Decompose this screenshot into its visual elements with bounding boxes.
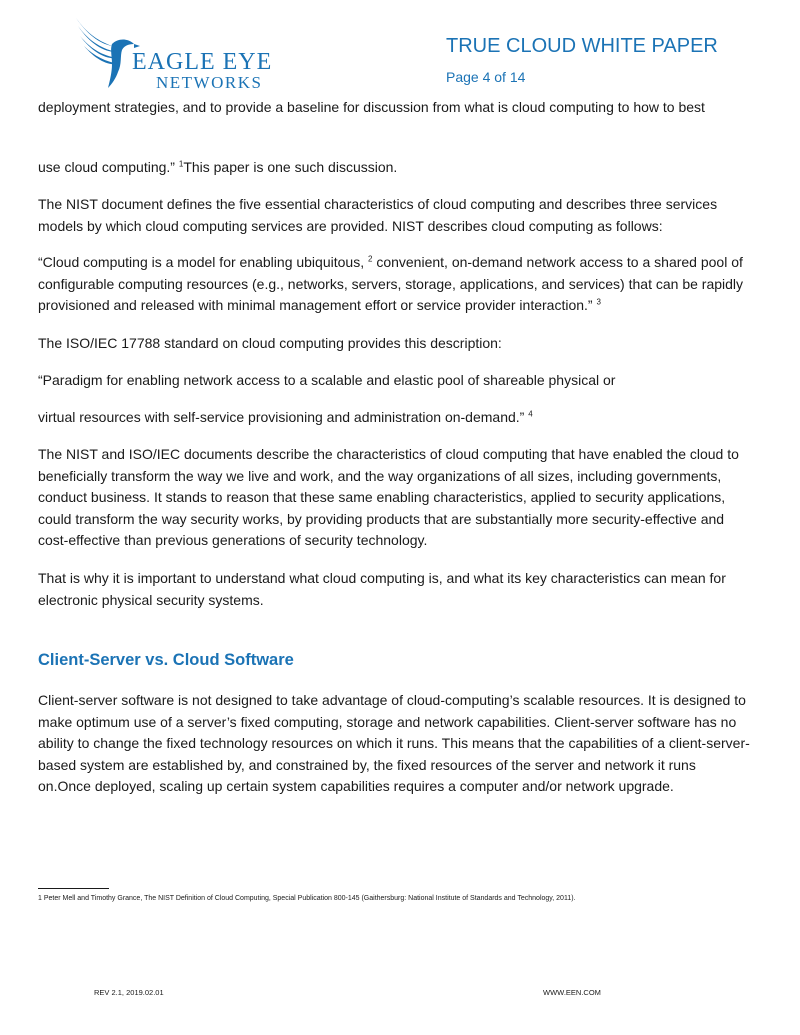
logo-wordmark: EAGLE EYE	[132, 49, 273, 75]
paragraph-4	[38, 252, 750, 317]
footnote-1: 1 Peter Mell and Timothy Grance, The NIST Definition of Cloud Computing, Special Publication 800-145 (Gaithersburg: National Institute of Standards and Technology, 2011).	[38, 895, 576, 902]
paragraph-4-text-b: convenient, on-demand network access to a shared pool of configurable computing resources (e.g., networks, servers, storage, applications, and services) that can be rapidly provisioned and released with minimal management effort or service provider interaction.”	[38, 254, 744, 313]
company-logo	[72, 14, 292, 92]
paragraph-7-text: virtual resources with self-service provisioning and administration on-demand.”	[38, 409, 529, 425]
paragraph-2-text: use cloud computing.”	[38, 159, 179, 175]
section-heading: Client-Server vs. Cloud Software	[38, 651, 294, 669]
paragraph-8: The NIST and ISO/IEC documents describe the characteristics of cloud computing that have enabled the cloud to beneficially transform the way we live and work, and the way organizations of all sizes, including governments, conduct business. It stands to reason that these same enabling characteristics, applied to security applications, could transform the way security works, by providing products that are substantially more security-effective and cost-effective than previous generations of security technology.	[38, 446, 739, 548]
document-title: TRUE CLOUD WHITE PAPER	[446, 35, 718, 57]
paragraph-7	[38, 407, 750, 429]
footer-website-link[interactable]: WWW.EEN.COM	[543, 988, 601, 997]
paragraph-4-text-a: “Cloud computing is a model for enabling ubiquitous,	[38, 254, 368, 270]
footer-revision: REV 2.1, 2019.02.01	[94, 988, 164, 997]
footnote-ref-3[interactable]: 3	[596, 297, 601, 307]
footnote-separator	[38, 888, 109, 889]
paragraph-1: deployment strategies, and to provide a baseline for discussion from what is cloud computing to how to best	[38, 99, 705, 115]
logo-subwordmark: NETWORKS	[156, 73, 263, 92]
footnote-ref-1[interactable]: 1	[178, 159, 184, 169]
footnote-ref-2[interactable]: 2	[367, 254, 373, 264]
paragraph-10: Client-server software is not designed to take advantage of cloud-computing’s scalable resources. It is designed to make optimum use of a server’s fixed computing, storage and network capabilities. Client-server software has no ability to change the fixed technology resources on which it runs. This means that the capabilities of a client-server-based system are established by, and constrained by, the fixed resources of the server and network it runs on.Once deployed, scaling up certain system capabilities requires a computer and/or network upgrade.	[38, 692, 750, 794]
paragraph-3: The NIST document defines the five essential characteristics of cloud computing and describes three services models by which cloud computing services are provided. NIST describes cloud computing as follows:	[38, 196, 718, 234]
footnote-ref-4[interactable]: 4	[528, 409, 533, 419]
paragraph-9: That is why it is important to understand what cloud computing is, and what its key characteristics can mean for electronic physical security systems.	[38, 570, 726, 608]
paragraph-5: The ISO/IEC 17788 standard on cloud computing provides this description:	[38, 335, 502, 351]
paragraph-2	[38, 157, 750, 179]
page-number: Page 4 of 14	[446, 69, 526, 85]
paragraph-2-tail: This paper is one such discussion.	[183, 159, 398, 175]
paragraph-6: “Paradigm for enabling network access to a scalable and elastic pool of shareable physical or	[38, 372, 616, 388]
